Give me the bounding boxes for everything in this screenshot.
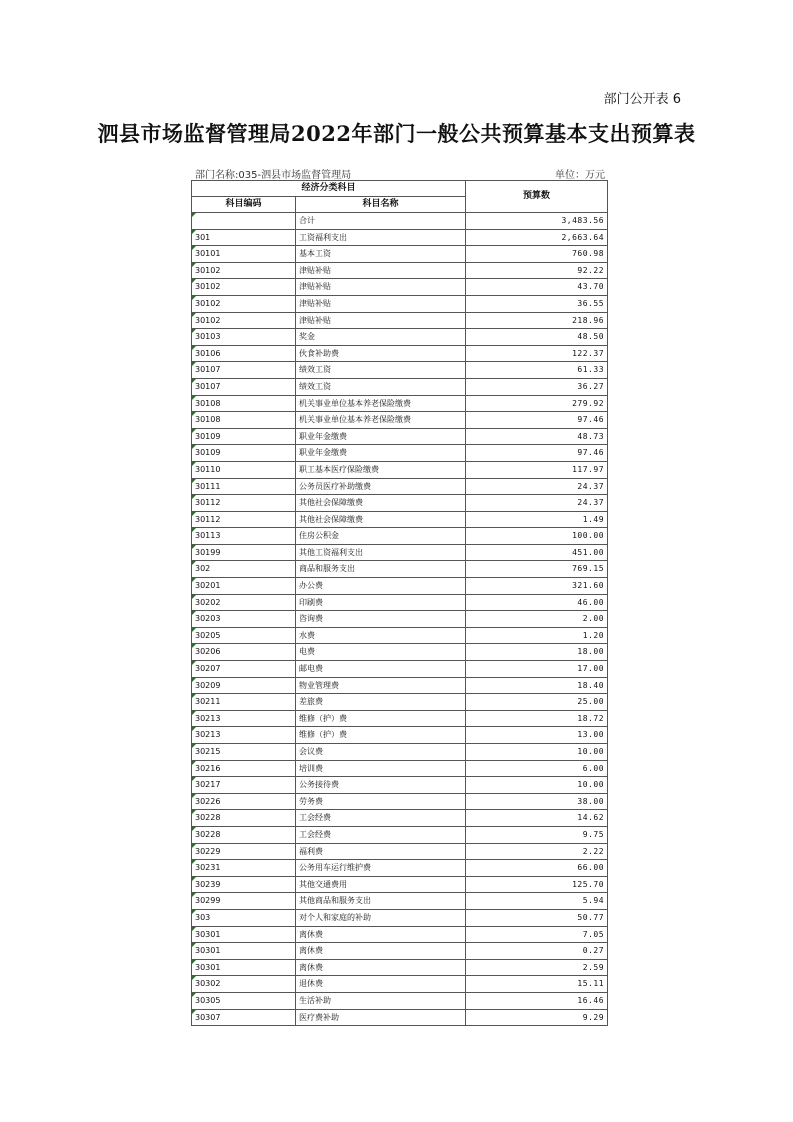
row-name: 工会经费 [296, 826, 466, 843]
table-row [192, 362, 608, 379]
row-code: 30103 [192, 329, 296, 346]
row-code: 30301 [192, 943, 296, 960]
table-row [192, 777, 608, 794]
row-code: 30226 [192, 793, 296, 810]
table-row [192, 578, 608, 595]
row-code: 30199 [192, 544, 296, 561]
row-amount: 3,483.56 [466, 213, 608, 230]
row-amount: 38.00 [466, 793, 608, 810]
table-row [192, 412, 608, 429]
row-amount: 10.00 [466, 744, 608, 761]
header-code: 科目编码 [192, 197, 296, 213]
row-name: 物业管理费 [296, 677, 466, 694]
row-name: 其他工资福利支出 [296, 544, 466, 561]
row-code: 30111 [192, 478, 296, 495]
row-amount: 61.33 [466, 362, 608, 379]
row-name: 住房公积金 [296, 528, 466, 545]
unit-label: 单位：万元 [555, 170, 605, 181]
table-row [192, 378, 608, 395]
row-code: 30228 [192, 826, 296, 843]
table-row [192, 860, 608, 877]
row-code: 30217 [192, 777, 296, 794]
row-amount: 50.77 [466, 909, 608, 926]
row-name: 退休费 [296, 976, 466, 993]
row-code: 30201 [192, 578, 296, 595]
row-amount: 25.00 [466, 694, 608, 711]
row-code: 30213 [192, 710, 296, 727]
row-amount: 18.72 [466, 710, 608, 727]
row-amount: 97.46 [466, 412, 608, 429]
row-name: 其他交通费用 [296, 876, 466, 893]
row-amount: 279.92 [466, 395, 608, 412]
row-code: 30106 [192, 345, 296, 362]
table-row [192, 893, 608, 910]
row-amount: 66.00 [466, 860, 608, 877]
row-name: 合计 [296, 213, 466, 230]
row-code: 30102 [192, 295, 296, 312]
row-name: 邮电费 [296, 661, 466, 678]
row-code: 30302 [192, 976, 296, 993]
table-row [192, 445, 608, 462]
row-code: 30305 [192, 992, 296, 1009]
table-row [192, 478, 608, 495]
table-row [192, 295, 608, 312]
row-code: 30228 [192, 810, 296, 827]
table-row [192, 760, 608, 777]
table-row [192, 428, 608, 445]
row-amount: 6.00 [466, 760, 608, 777]
row-amount: 48.73 [466, 428, 608, 445]
page-title: 泗县市场监督管理局2022年部门一般公共预算基本支出预算表 [97, 121, 696, 146]
table-row [192, 843, 608, 860]
row-code: 30113 [192, 528, 296, 545]
row-amount: 14.62 [466, 810, 608, 827]
row-amount: 100.00 [466, 528, 608, 545]
row-name: 印刷费 [296, 594, 466, 611]
row-code: 301 [192, 229, 296, 246]
row-amount: 48.50 [466, 329, 608, 346]
row-name: 培训费 [296, 760, 466, 777]
table-row [192, 627, 608, 644]
table-row [192, 544, 608, 561]
table-row [192, 229, 608, 246]
row-amount: 18.00 [466, 644, 608, 661]
row-name: 维修（护）费 [296, 727, 466, 744]
row-code: 30112 [192, 495, 296, 512]
row-amount: 0.27 [466, 943, 608, 960]
table-row [192, 561, 608, 578]
row-code: 30207 [192, 661, 296, 678]
row-name: 工资福利支出 [296, 229, 466, 246]
table-row [192, 213, 608, 230]
row-amount: 2.00 [466, 611, 608, 628]
row-amount: 1.20 [466, 627, 608, 644]
row-code: 30108 [192, 395, 296, 412]
table-row [192, 710, 608, 727]
row-name: 咨询费 [296, 611, 466, 628]
row-amount: 2.59 [466, 959, 608, 976]
row-name: 商品和服务支出 [296, 561, 466, 578]
row-name: 电费 [296, 644, 466, 661]
row-amount: 5.94 [466, 893, 608, 910]
row-amount: 13.00 [466, 727, 608, 744]
row-name: 津贴补贴 [296, 295, 466, 312]
table-row [192, 826, 608, 843]
row-name: 公务接待费 [296, 777, 466, 794]
row-name: 绩效工资 [296, 378, 466, 395]
row-name: 绩效工资 [296, 362, 466, 379]
table-row [192, 279, 608, 296]
row-code: 30102 [192, 279, 296, 296]
row-name: 离休费 [296, 926, 466, 943]
table-row [192, 992, 608, 1009]
row-amount: 1.49 [466, 511, 608, 528]
row-name: 会议费 [296, 744, 466, 761]
page-label: 部门公开表 6 [603, 92, 681, 107]
row-amount: 18.40 [466, 677, 608, 694]
table-row [192, 345, 608, 362]
row-name: 办公费 [296, 578, 466, 595]
row-code: 30239 [192, 876, 296, 893]
row-code: 30206 [192, 644, 296, 661]
row-amount: 122.37 [466, 345, 608, 362]
row-amount: 17.00 [466, 661, 608, 678]
row-name: 职业年金缴费 [296, 445, 466, 462]
row-code: 30213 [192, 727, 296, 744]
row-name: 伙食补助费 [296, 345, 466, 362]
row-name: 对个人和家庭的补助 [296, 909, 466, 926]
row-name: 津贴补贴 [296, 262, 466, 279]
row-code: 30211 [192, 694, 296, 711]
table-row [192, 246, 608, 263]
row-amount: 321.60 [466, 578, 608, 595]
row-name: 其他社会保障缴费 [296, 495, 466, 512]
row-code: 30109 [192, 428, 296, 445]
table-row [192, 611, 608, 628]
row-amount: 43.70 [466, 279, 608, 296]
table-row [192, 262, 608, 279]
table-row [192, 810, 608, 827]
row-code: 30299 [192, 893, 296, 910]
table-row [192, 677, 608, 694]
row-name: 津贴补贴 [296, 312, 466, 329]
table-row [192, 943, 608, 960]
budget-table [191, 180, 608, 1026]
row-code: 30307 [192, 1009, 296, 1026]
row-code: 303 [192, 909, 296, 926]
row-amount: 9.75 [466, 826, 608, 843]
table-header [192, 181, 608, 213]
row-amount: 218.96 [466, 312, 608, 329]
table-body [192, 213, 608, 1026]
row-name: 维修（护）费 [296, 710, 466, 727]
row-name: 职工基本医疗保险缴费 [296, 461, 466, 478]
row-name: 福利费 [296, 843, 466, 860]
row-name: 水费 [296, 627, 466, 644]
row-code: 30216 [192, 760, 296, 777]
table-row [192, 395, 608, 412]
table-row [192, 461, 608, 478]
table-row [192, 528, 608, 545]
header-economic-class: 经济分类科目 [192, 181, 466, 197]
row-amount: 46.00 [466, 594, 608, 611]
row-name: 奖金 [296, 329, 466, 346]
table-row [192, 329, 608, 346]
row-name: 劳务费 [296, 793, 466, 810]
row-amount: 92.22 [466, 262, 608, 279]
row-name: 机关事业单位基本养老保险缴费 [296, 395, 466, 412]
row-name: 医疗费补助 [296, 1009, 466, 1026]
row-name: 离休费 [296, 943, 466, 960]
row-code: 302 [192, 561, 296, 578]
row-amount: 9.29 [466, 1009, 608, 1026]
row-code: 30107 [192, 362, 296, 379]
table-row [192, 1009, 608, 1026]
row-code: 30215 [192, 744, 296, 761]
row-code: 30102 [192, 262, 296, 279]
row-amount: 7.05 [466, 926, 608, 943]
table-row [192, 511, 608, 528]
row-code: 30102 [192, 312, 296, 329]
row-name: 公务用车运行维护费 [296, 860, 466, 877]
row-name: 其他商品和服务支出 [296, 893, 466, 910]
row-code: 30108 [192, 412, 296, 429]
row-code: 30112 [192, 511, 296, 528]
table-row [192, 976, 608, 993]
row-code [192, 213, 296, 230]
table-row [192, 926, 608, 943]
row-amount: 769.15 [466, 561, 608, 578]
row-code: 30110 [192, 461, 296, 478]
row-name: 机关事业单位基本养老保险缴费 [296, 412, 466, 429]
row-amount: 117.97 [466, 461, 608, 478]
row-code: 30107 [192, 378, 296, 395]
row-amount: 15.11 [466, 976, 608, 993]
row-name: 其他社会保障缴费 [296, 511, 466, 528]
row-amount: 760.98 [466, 246, 608, 263]
table-row [192, 793, 608, 810]
row-code: 30301 [192, 926, 296, 943]
header-name: 科目名称 [296, 197, 466, 213]
table-row [192, 959, 608, 976]
row-code: 30203 [192, 611, 296, 628]
row-code: 30101 [192, 246, 296, 263]
row-amount: 97.46 [466, 445, 608, 462]
table-row [192, 876, 608, 893]
table-row [192, 694, 608, 711]
row-code: 30301 [192, 959, 296, 976]
department-label: 部门名称:035-泗县市场监督管理局 [195, 170, 352, 181]
row-code: 30209 [192, 677, 296, 694]
table-row [192, 594, 608, 611]
row-name: 离休费 [296, 959, 466, 976]
row-code: 30205 [192, 627, 296, 644]
row-amount: 2.22 [466, 843, 608, 860]
row-code: 30109 [192, 445, 296, 462]
row-code: 30202 [192, 594, 296, 611]
table-row [192, 312, 608, 329]
row-code: 30229 [192, 843, 296, 860]
row-name: 差旅费 [296, 694, 466, 711]
row-name: 基本工资 [296, 246, 466, 263]
table-row [192, 495, 608, 512]
row-amount: 24.37 [466, 495, 608, 512]
row-amount: 125.70 [466, 876, 608, 893]
table-row [192, 744, 608, 761]
row-amount: 451.00 [466, 544, 608, 561]
row-name: 津贴补贴 [296, 279, 466, 296]
row-name: 生活补助 [296, 992, 466, 1009]
table-row [192, 661, 608, 678]
row-amount: 10.00 [466, 777, 608, 794]
row-amount: 24.37 [466, 478, 608, 495]
row-amount: 2,663.64 [466, 229, 608, 246]
table-row [192, 644, 608, 661]
table-row [192, 727, 608, 744]
row-name: 公务员医疗补助缴费 [296, 478, 466, 495]
row-amount: 16.46 [466, 992, 608, 1009]
row-amount: 36.27 [466, 378, 608, 395]
row-code: 30231 [192, 860, 296, 877]
row-name: 职业年金缴费 [296, 428, 466, 445]
row-amount: 36.55 [466, 295, 608, 312]
row-name: 工会经费 [296, 810, 466, 827]
header-amount: 预算数 [466, 181, 608, 213]
table-row [192, 909, 608, 926]
